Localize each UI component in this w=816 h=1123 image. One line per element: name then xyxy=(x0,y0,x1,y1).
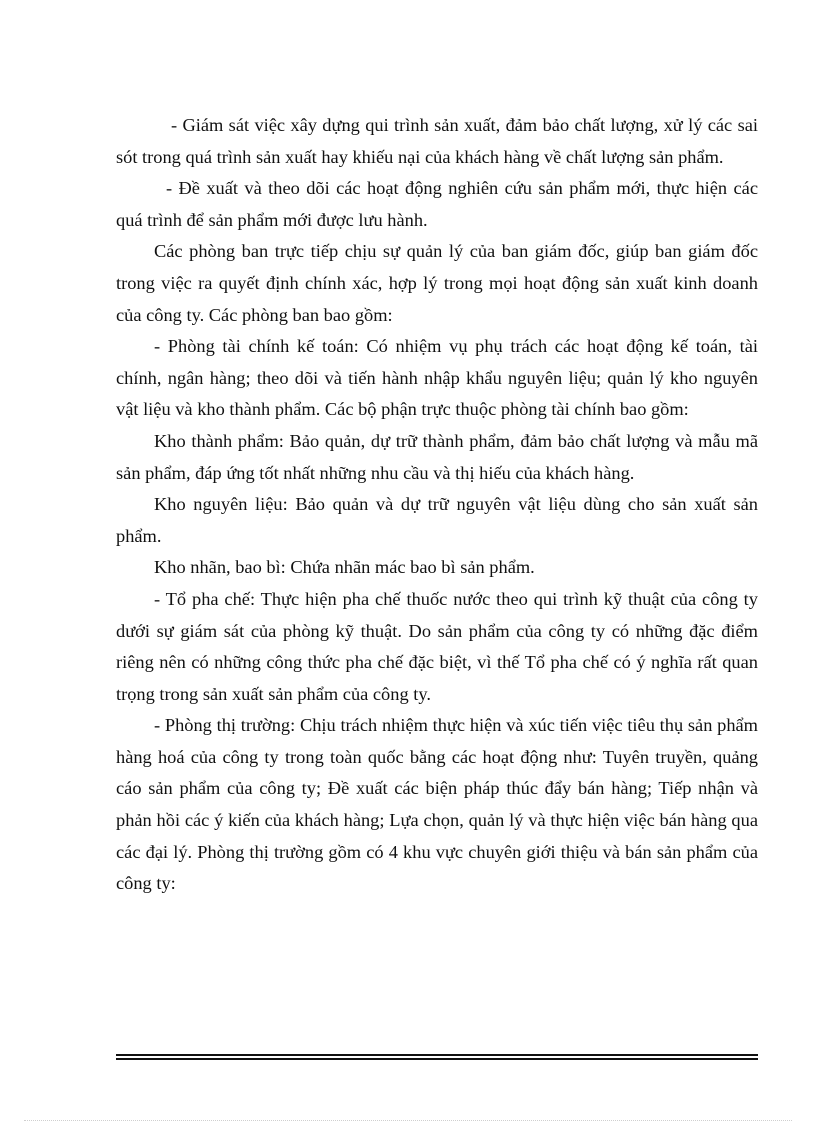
paragraph-supervise-production: - Giám sát việc xây dựng qui trình sản xuất, đảm bảo chất lượng, xử lý các sai sót trong quá trình sản xuất hay khiếu nại của khách hàng về chất lượng sản phẩm. xyxy=(116,115,758,167)
document-body xyxy=(116,110,758,900)
footer-double-rule xyxy=(116,1054,758,1060)
paragraph-mixing-team: - Tổ pha chế: Thực hiện pha chế thuốc nước theo qui trình kỹ thuật của công ty dưới sự giám sát của phòng kỹ thuật. Do sản phẩm của công ty có những đặc điểm riêng nên có những công thức pha chế đặc biệt, vì thế Tổ pha chế có ý nghĩa rất quan trọng trong sản xuất sản phẩm của công ty. xyxy=(116,588,758,704)
paragraph-departments-intro: Các phòng ban trực tiếp chịu sự quản lý của ban giám đốc, giúp ban giám đốc trong việc ra quyết định chính xác, hợp lý trong mọi hoạt động sản xuất kinh doanh của công ty. Các phòng ban bao gồm: xyxy=(116,241,758,325)
page-bottom-edge xyxy=(24,1120,792,1121)
paragraph-finished-goods-warehouse: Kho thành phẩm: Bảo quản, dự trữ thành phẩm, đảm bảo chất lượng và mẫu mã sản phẩm, đáp ứng tốt nhất những nhu cầu và thị hiếu của khách hàng. xyxy=(116,430,758,483)
paragraph-market-department: - Phòng thị trường: Chịu trách nhiệm thực hiện và xúc tiến việc tiêu thụ sản phẩm hàng hoá của công ty trong toàn quốc bằng các hoạt động như: Tuyên truyền, quảng cáo sản phẩm của công ty; Đề xuất các biện pháp thúc đẩy bán hàng; Tiếp nhận và phản hồi các ý kiến của khách hàng; Lựa chọn, quản lý và thực hiện việc bán hàng qua các đại lý. Phòng thị trường gồm có 4 khu vực chuyên giới thiệu và bán sản phẩm của công ty: xyxy=(116,715,758,894)
paragraph-propose-research: - Đề xuất và theo dõi các hoạt động nghiên cứu sản phẩm mới, thực hiện các quá trình để sản phẩm mới được lưu hành. xyxy=(116,178,758,230)
paragraph-finance-department: - Phòng tài chính kế toán: Có nhiệm vụ phụ trách các hoạt động kế toán, tài chính, ngân hàng; theo dõi và tiến hành nhập khẩu nguyên liệu; quản lý kho nguyên vật liệu và kho thành phẩm. Các bộ phận trực thuộc phòng tài chính bao gồm: xyxy=(116,336,758,420)
paragraph-raw-materials-warehouse: Kho nguyên liệu: Bảo quản và dự trữ nguyên vật liệu dùng cho sản xuất sản phẩm. xyxy=(116,494,758,546)
paragraph-labels-packaging-warehouse: Kho nhãn, bao bì: Chứa nhãn mác bao bì sản phẩm. xyxy=(154,557,535,578)
